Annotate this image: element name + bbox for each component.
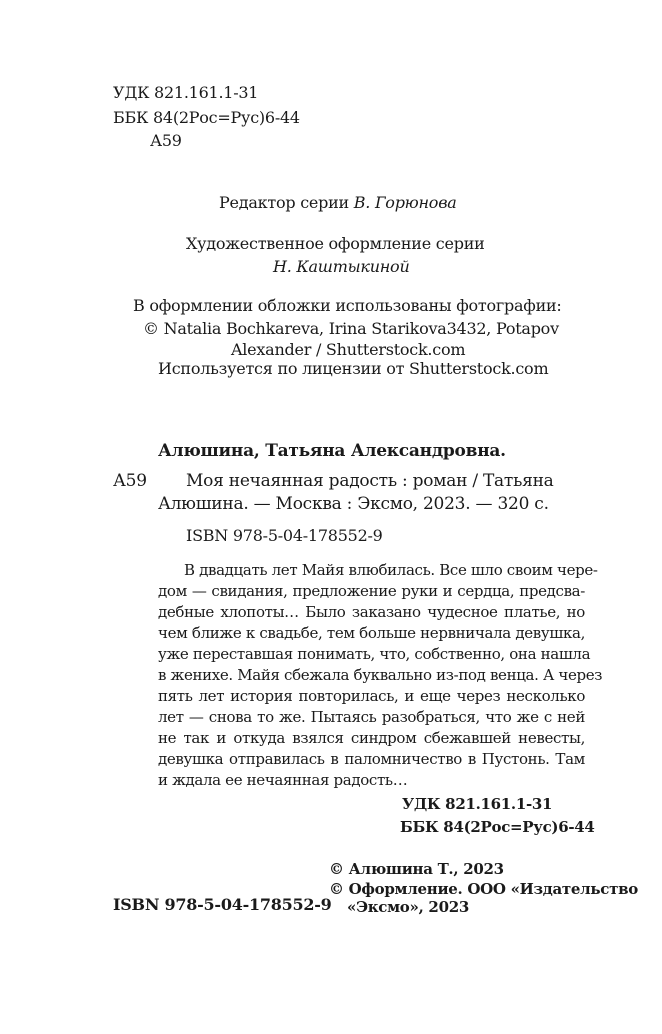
- copyright-author: © Алюшина Т., 2023: [329, 860, 504, 878]
- series-design-name: Н. Каштыкиной: [273, 257, 410, 276]
- series-design-label: Художественное оформление серии: [186, 234, 485, 253]
- series-editor-label: Редактор серии: [219, 193, 349, 212]
- copyright-design-line-2: «Эксмо», 2023: [347, 898, 469, 916]
- catalog-author: Алюшина, Татьяна Александровна.: [158, 441, 506, 461]
- annotation-line: чем ближе к свадьбе, тем больше нервничала девушка,: [158, 624, 585, 642]
- annotation-line: уже переставшая понимать, что, собственно, она нашла: [158, 645, 591, 663]
- catalog-title-line-1: Моя нечаянная радость : роман / Татьяна: [186, 471, 554, 491]
- copyright-design-line-1: © Оформление. ООО «Издательство: [329, 880, 638, 898]
- footer-isbn: ISBN 978-5-04-178552-9: [113, 895, 332, 914]
- footer-bbk: ББК 84(2Рос=Рус)6-44: [400, 818, 595, 836]
- photos-line-2: © Natalia Bochkareva, Irina Starikova3432, Potapov: [143, 319, 559, 338]
- photos-line-3: Alexander / Shutterstock.com: [231, 340, 466, 359]
- footer-udk: УДК 821.161.1-31: [402, 795, 553, 813]
- photos-line-1: В оформлении обложки использованы фотографии:: [133, 296, 562, 315]
- annotation-line: и ждала ее нечаянная радость…: [158, 771, 408, 789]
- annotation-line: дом — свидания, предложение руки и сердца, предсва-: [158, 582, 585, 600]
- author-mark: А59: [150, 131, 182, 150]
- udk-code: УДК 821.161.1-31: [113, 83, 259, 102]
- annotation-line: дебные хлопоты… Было заказано чудесное платье, но: [158, 603, 585, 621]
- bbk-code: ББК 84(2Рос=Рус)6-44: [113, 108, 300, 127]
- annotation-line: не так и откуда взялся синдром сбежавшей невесты,: [158, 729, 585, 747]
- catalog-title-line-2: Алюшина. — Москва : Эксмо, 2023. — 320 с.: [158, 494, 549, 514]
- annotation-line: девушка отправилась в паломничество в Пустонь. Там: [158, 750, 585, 768]
- catalog-isbn: ISBN 978-5-04-178552-9: [186, 526, 383, 545]
- series-editor-name: В. Горюнова: [353, 193, 457, 212]
- annotation-line: пять лет история повторилась, и еще через несколько: [158, 687, 585, 705]
- series-editor: [219, 193, 457, 212]
- catalog-mark: А59: [113, 471, 147, 491]
- annotation-line: лет — снова то же. Пытаясь разобраться, что же с ней: [158, 708, 585, 726]
- photos-line-4: Используется по лицензии от Shutterstock.com: [158, 359, 549, 378]
- annotation-line: В двадцать лет Майя влюбилась. Все шло своим чере-: [184, 561, 598, 579]
- annotation-line: в женихе. Майя сбежала буквально из-под венца. А через: [158, 666, 603, 684]
